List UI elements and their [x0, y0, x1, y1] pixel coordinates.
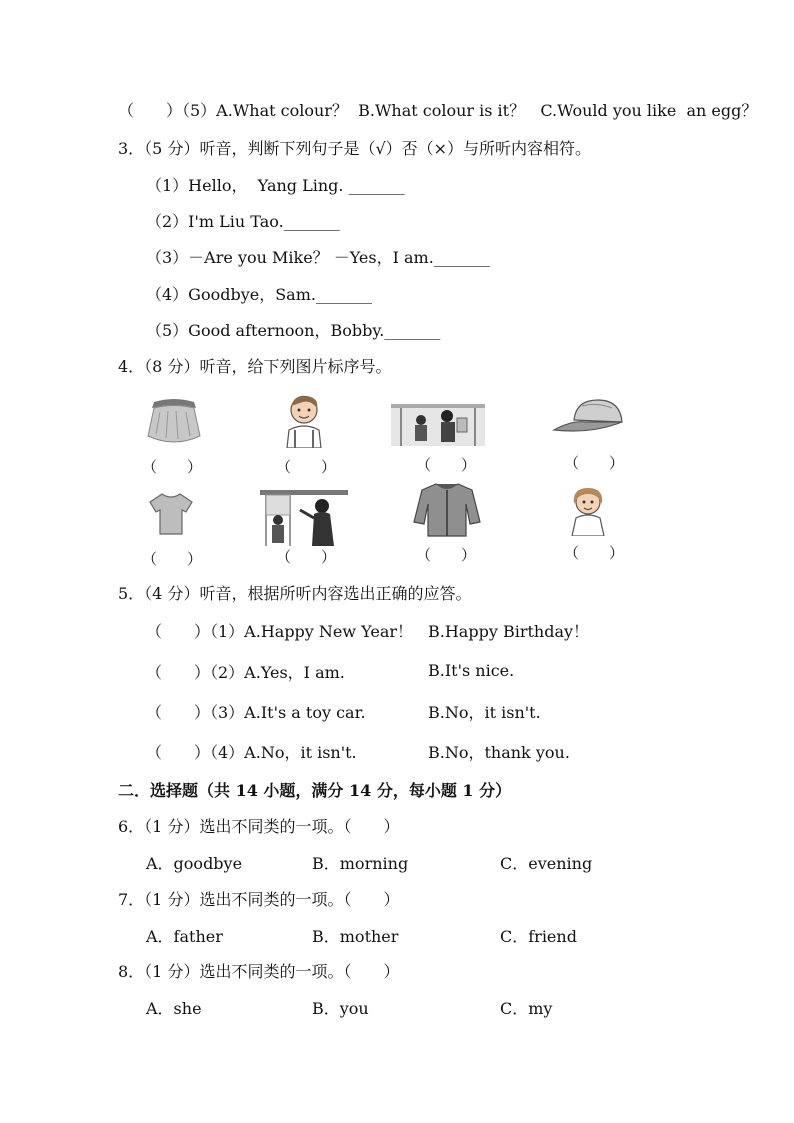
q5-item-1-b: B.Happy Birthday！: [428, 622, 590, 641]
q2-item5: （ ）（5）A.What colour？ B.What colour is it？ C.Would you like an egg？: [118, 101, 758, 120]
boy-icon: [281, 392, 327, 448]
q6-option-b: B．morning: [312, 854, 409, 873]
jacket-icon: [412, 482, 482, 538]
q8-option-c: C．my: [500, 999, 553, 1018]
q6-title: 6．（1 分）选出不同类的一项。（ ）: [118, 817, 400, 836]
skirt-icon: [146, 396, 202, 448]
q4-blank-2: （ ）: [276, 458, 337, 476]
q8-title: 8．（1 分）选出不同类的一项。（ ）: [118, 962, 400, 981]
q3-item-5: （5）Good afternoon，Bobby._______: [146, 321, 441, 340]
q3-title: 3．（5 分）听音，判断下列句子是（√）否（×）与所听内容相符。: [118, 139, 592, 158]
q3-item-1: （1）Hello， Yang Ling. _______: [146, 176, 405, 195]
q5-item-2-a: （ ）（2）A.Yes，I am.: [146, 663, 345, 682]
q6-option-c: C．evening: [500, 854, 593, 873]
q4-picture-panel: [136, 388, 632, 568]
q4-blank-8: （ ）: [564, 544, 625, 562]
q6-option-a: A．goodbye: [146, 854, 243, 873]
q4-blank-4: （ ）: [564, 454, 625, 472]
q3-item-4: （4）Goodbye，Sam._______: [146, 285, 372, 304]
q5-item-4-b: B.No，thank you.: [428, 743, 570, 762]
classroom-scene-icon: [391, 402, 485, 446]
q4-blank-5: （ ）: [142, 550, 203, 568]
q7-option-b: B．mother: [312, 927, 399, 946]
q5-item-1-a: （ ）（1）A.Happy New Year！: [146, 622, 414, 641]
girl-icon: [566, 484, 610, 536]
q4-blank-6: （ ）: [276, 548, 337, 566]
greeting-scene-icon: [260, 488, 348, 546]
section2-title: 二．选择题（共 14 小题，满分 14 分，每小题 1 分）: [118, 781, 512, 800]
q4-blank-1: （ ）: [142, 458, 203, 476]
q8-option-b: B．you: [312, 999, 369, 1018]
q3-item-3: （3）－Are you Mike？ －Yes，I am._______: [146, 248, 490, 267]
q5-item-3-a: （ ）（3）A.It's a toy car.: [146, 703, 366, 722]
q4-title: 4．（8 分）听音，给下列图片标序号。: [118, 357, 392, 376]
q5-item-4-a: （ ）（4）A.No，it isn't.: [146, 743, 357, 762]
q7-option-a: A．father: [146, 927, 223, 946]
q3-item-2: （2）I'm Liu Tao._______: [146, 212, 340, 231]
cap-icon: [552, 396, 626, 438]
q5-item-3-b: B.No，it isn't.: [428, 703, 541, 722]
tshirt-icon: [146, 492, 196, 536]
q7-title: 7．（1 分）选出不同类的一项。（ ）: [118, 890, 400, 909]
q8-option-a: A．she: [146, 999, 202, 1018]
q5-title: 5．（4 分）听音，根据所听内容选出正确的应答。: [118, 584, 472, 603]
q4-blank-3: （ ）: [416, 456, 477, 474]
q5-item-2-b: B.It's nice.: [428, 661, 515, 680]
q4-blank-7: （ ）: [416, 546, 477, 564]
q7-option-c: C．friend: [500, 927, 577, 946]
